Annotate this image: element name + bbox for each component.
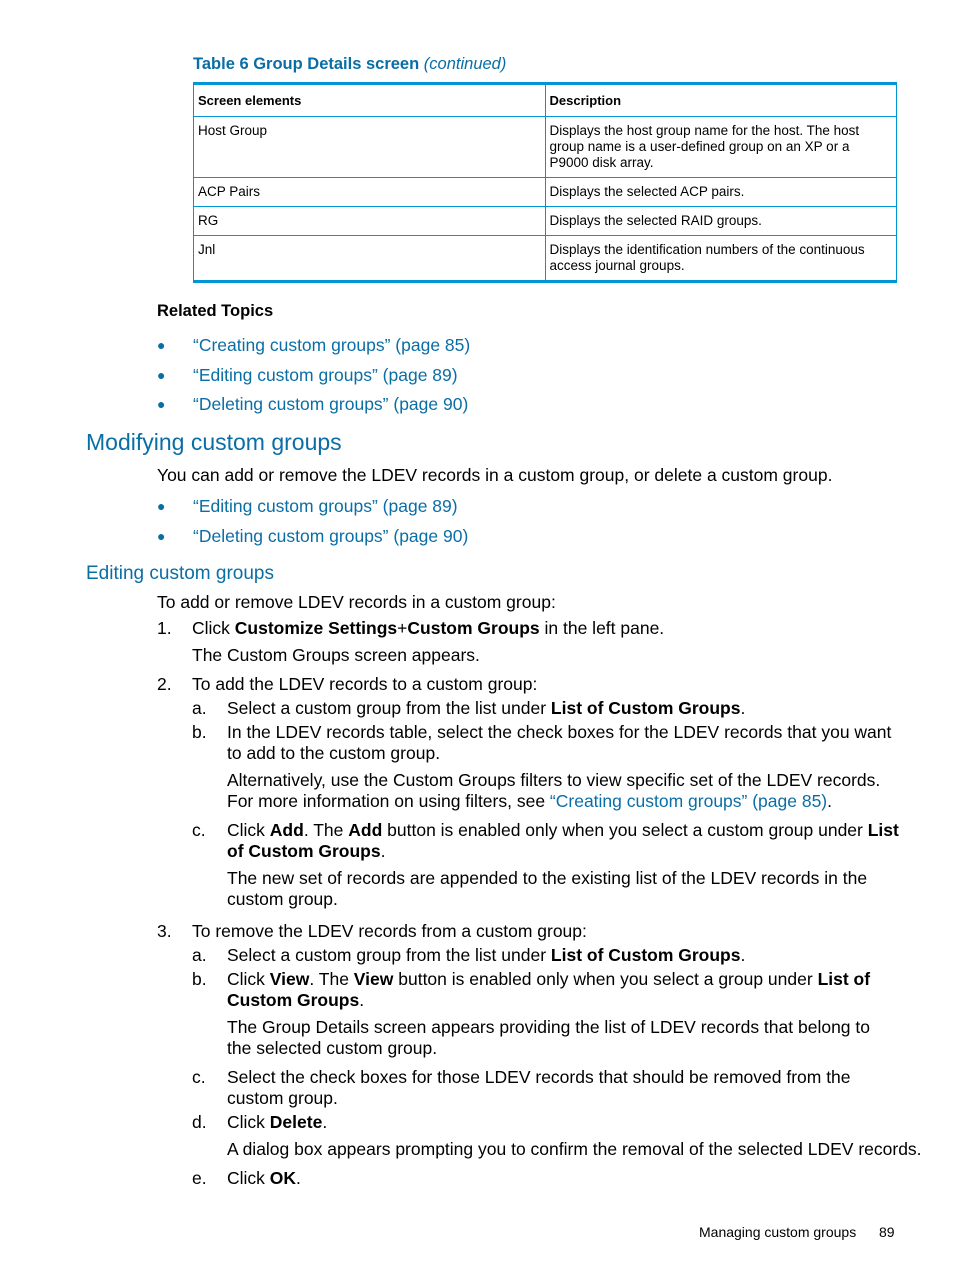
step-1-text <box>192 618 664 639</box>
step-3a-text <box>227 945 745 966</box>
ui-term-list-of-custom-groups: List of Custom Groups <box>550 945 741 965</box>
step-3d-note: A dialog box appears prompting you to confirm the removal of the selected LDEV records. <box>227 1139 922 1159</box>
table-header-row <box>194 84 897 117</box>
editing-intro: To add or remove LDEV records in a custom group: <box>157 592 556 612</box>
substep-label: b. <box>192 969 207 989</box>
substep-label: a. <box>192 945 207 965</box>
step-3d-text <box>227 1112 327 1133</box>
modifying-intro: You can add or remove the LDEV records in a custom group, or delete a custom group. <box>157 465 833 485</box>
step-text: Click <box>227 820 270 840</box>
footer-page-number: 89 <box>879 1224 895 1240</box>
table-caption <box>193 55 506 74</box>
step-2b-text: In the LDEV records table, select the check boxes for the LDEV records that you want to add to the custom group. <box>227 722 892 763</box>
step-text: Click <box>227 1112 270 1132</box>
link-editing-custom-groups[interactable]: “Editing custom groups” (page 89) <box>193 364 458 385</box>
plus-sign: + <box>397 618 408 638</box>
note-text: Alternatively, use the Custom Groups filters to view specific set of the LDEV records. For more information on using filters, see <box>227 770 881 811</box>
ui-term-ok: OK <box>269 1168 297 1188</box>
substep-label: c. <box>192 1067 206 1087</box>
table-cell-element: Host Group <box>194 117 546 178</box>
substep-label: c. <box>192 820 206 840</box>
table-cell-description: Displays the selected ACP pairs. <box>545 178 897 207</box>
table-cell-element: Jnl <box>194 236 546 282</box>
step-text: Click <box>227 1168 270 1188</box>
substep-label: b. <box>192 722 207 742</box>
table-cell-element: RG <box>194 207 546 236</box>
step-number: 2. <box>157 674 172 694</box>
table-row <box>194 236 897 282</box>
table-cell-description: Displays the host group name for the host. The host group name is a user-defined group on an XP or a P9000 disk array. <box>545 117 897 178</box>
step-1-result: The Custom Groups screen appears. <box>192 645 480 665</box>
step-text: Click <box>192 618 235 638</box>
ui-term-view: View <box>269 969 310 989</box>
table-cell-element: ACP Pairs <box>194 178 546 207</box>
step-text: in the left pane. <box>539 618 665 638</box>
group-details-table <box>193 82 897 283</box>
ui-term-list-of-custom-groups: List of Custom Groups <box>550 698 741 718</box>
bullet-icon: ● <box>157 366 166 383</box>
bullet-icon: ● <box>157 498 166 514</box>
step-text: . <box>359 990 365 1010</box>
ui-term-custom-groups: Custom Groups <box>407 618 540 638</box>
substep-label: a. <box>192 698 207 718</box>
step-text: . <box>740 698 746 718</box>
link-creating-custom-groups[interactable]: “Creating custom groups” (page 85) <box>193 335 471 355</box>
note-text: . <box>827 791 833 811</box>
step-number: 3. <box>157 921 172 941</box>
step-number: 1. <box>157 618 172 638</box>
table-cell-description: Displays the identification numbers of the continuous access journal groups. <box>545 236 897 282</box>
step-text: . <box>322 1112 328 1132</box>
bullet-icon: ● <box>157 396 166 412</box>
step-2c-text <box>227 820 899 862</box>
step-text: Click <box>227 969 270 989</box>
step-2-text: To add the LDEV records to a custom group: <box>192 674 538 694</box>
link-deleting-custom-groups[interactable]: “Deleting custom groups” (page 90) <box>193 394 469 414</box>
table-header-screen-elements: Screen elements <box>194 84 546 117</box>
step-text: . The <box>303 820 349 840</box>
ui-term-delete: Delete <box>269 1112 323 1132</box>
ui-term-list-of-custom-groups: List of Custom Groups <box>227 820 899 861</box>
table-caption-continued: (continued) <box>423 55 507 73</box>
ui-term-view: View <box>353 969 394 989</box>
step-text: button is enabled only when you select a group under <box>393 969 818 989</box>
table-row <box>194 117 897 178</box>
bullet-icon: ● <box>157 527 166 544</box>
link-deleting-custom-groups[interactable]: “Deleting custom groups” (page 90) <box>193 525 469 546</box>
link-editing-custom-groups[interactable]: “Editing custom groups” (page 89) <box>193 496 458 516</box>
step-2c-note: The new set of records are appended to the existing list of the LDEV records in the custom group. <box>227 868 868 909</box>
ui-term-customize-settings: Customize Settings <box>234 618 398 638</box>
step-text: Select a custom group from the list under <box>227 698 551 718</box>
step-2b-note <box>227 770 899 812</box>
table-row <box>194 207 897 236</box>
step-3b-note: The Group Details screen appears providing the list of LDEV records that belong to the selected custom group. <box>227 1017 870 1058</box>
step-3c-text: Select the check boxes for those LDEV records that should be removed from the custom group. <box>227 1067 851 1108</box>
step-text: . The <box>309 969 354 989</box>
substep-label: d. <box>192 1112 207 1132</box>
table-row <box>194 178 897 207</box>
ui-term-add: Add <box>269 820 304 840</box>
ui-term-add: Add <box>348 820 383 840</box>
related-topics-heading: Related Topics <box>157 302 274 320</box>
table-caption-label: Table 6 Group Details screen <box>193 55 420 73</box>
ui-term-list-of-custom-groups: List of Custom Groups <box>227 969 871 1010</box>
section-heading-modifying: Modifying custom groups <box>86 429 342 455</box>
bullet-icon: ● <box>157 337 166 353</box>
step-text: . <box>296 1168 301 1188</box>
step-text: . <box>380 841 386 861</box>
step-text: button is enabled only when you select a custom group under <box>382 820 868 840</box>
step-2a-text <box>227 698 745 719</box>
substep-label: e. <box>192 1168 207 1188</box>
table-header-description: Description <box>545 84 897 117</box>
link-creating-custom-groups[interactable]: “Creating custom groups” (page 85) <box>549 791 828 811</box>
step-text: Select a custom group from the list under <box>227 945 551 965</box>
section-heading-editing: Editing custom groups <box>86 563 274 584</box>
step-3e-text <box>227 1168 301 1189</box>
step-3-text: To remove the LDEV records from a custom group: <box>192 921 587 941</box>
step-3b-text <box>227 969 899 1011</box>
table-cell-description: Displays the selected RAID groups. <box>545 207 897 236</box>
step-text: . <box>740 945 746 965</box>
footer-section-title: Managing custom groups <box>699 1224 857 1240</box>
